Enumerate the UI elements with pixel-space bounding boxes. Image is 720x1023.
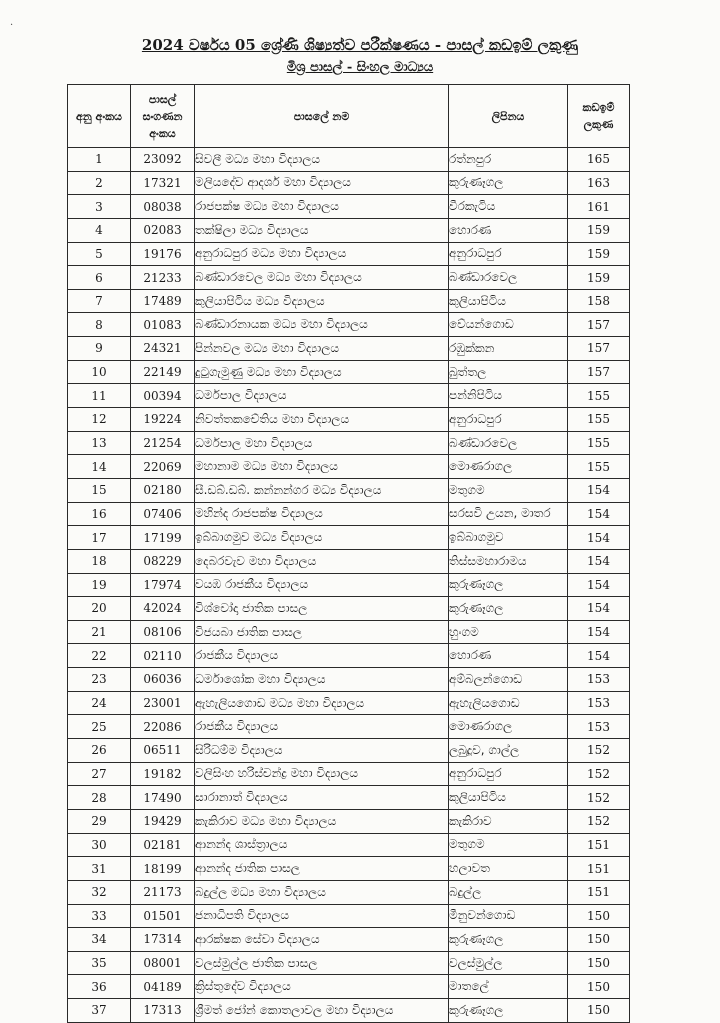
cutoff-marks-cell: 153 <box>568 668 630 692</box>
serial-no-cell: 25 <box>68 715 131 739</box>
school-code-cell: 08229 <box>131 549 195 573</box>
serial-no-cell: 5 <box>68 242 131 266</box>
cutoff-marks-cell: 151 <box>568 857 630 881</box>
table-row <box>68 762 630 786</box>
address-cell: කැකිරාව <box>449 809 568 833</box>
serial-no-cell: 21 <box>68 620 131 644</box>
school-name-cell: නිවත්තකචේතිය මහා විද්‍යාලය <box>195 408 449 432</box>
school-name-cell: ශ්‍රීමත් ජෝන් කොතලාවල මහා විද්‍යාලය <box>195 999 449 1023</box>
table-row <box>68 148 630 172</box>
address-cell: සරසවි උයන, මාතර <box>449 502 568 526</box>
serial-no-cell: 7 <box>68 289 131 313</box>
school-name-cell: බණ්ඩාරනායක මධ්‍ය මහා විද්‍යාලය <box>195 313 449 337</box>
school-name-cell: සිරිධම්ම විද්‍යාලය <box>195 739 449 763</box>
document-title: 2024 වර්ෂය 05 ශ්‍රේණි ශිෂ්‍යත්ව පරීක්ෂණය - පාසල් කඩඉම් ලකුණු <box>141 36 579 54</box>
cutoff-marks-cell: 157 <box>568 337 630 361</box>
address-cell: කුරුණෑගල <box>449 999 568 1023</box>
cutoff-marks-cell: 159 <box>568 242 630 266</box>
cutoff-marks-cell: 154 <box>568 573 630 597</box>
table-row <box>68 573 630 597</box>
address-cell: ලබුදූව, ගාල්ල <box>449 739 568 763</box>
serial-no-cell: 34 <box>68 928 131 952</box>
address-cell: බණ්ඩාරවෙල <box>449 431 568 455</box>
school-code-cell: 19182 <box>131 762 195 786</box>
cutoff-marks-cell: 165 <box>568 148 630 172</box>
address-cell: මොණරාගල <box>449 715 568 739</box>
school-name-cell: සාරානාත් විද්‍යාලය <box>195 786 449 810</box>
school-code-cell: 01501 <box>131 904 195 928</box>
table-row <box>68 975 630 999</box>
school-name-cell: වලිසිංහ හරිස්චන්ද්‍ර මහා විද්‍යාලය <box>195 762 449 786</box>
serial-no-cell: 16 <box>68 502 131 526</box>
serial-no-cell: 8 <box>68 313 131 337</box>
address-cell: හලාවත <box>449 857 568 881</box>
school-name-cell: දෙබරවැව මහා විද්‍යාලය <box>195 549 449 573</box>
school-name-cell: විජයබා ජාතික පාසල <box>195 620 449 644</box>
cutoff-marks-cell: 152 <box>568 786 630 810</box>
school-name-cell: ඉබ්බාගමුව මධ්‍ය විද්‍යාලය <box>195 526 449 550</box>
serial-no-cell: 37 <box>68 999 131 1023</box>
school-code-cell: 01083 <box>131 313 195 337</box>
serial-no-cell: 32 <box>68 880 131 904</box>
school-code-cell: 42024 <box>131 597 195 621</box>
address-cell: හුංගම <box>449 620 568 644</box>
school-code-cell: 02110 <box>131 644 195 668</box>
address-cell: වලස්මුල්ල <box>449 951 568 975</box>
serial-no-cell: 36 <box>68 975 131 999</box>
cutoff-marks-cell: 163 <box>568 171 630 195</box>
cutoff-marks-cell: 152 <box>568 762 630 786</box>
address-cell: හොරණ <box>449 218 568 242</box>
cutoff-marks-cell: 154 <box>568 526 630 550</box>
school-code-cell: 19429 <box>131 809 195 833</box>
table-row <box>68 431 630 455</box>
cutoff-marks-cell: 157 <box>568 313 630 337</box>
cutoff-marks-cell: 154 <box>568 549 630 573</box>
serial-no-cell: 31 <box>68 857 131 881</box>
table-row <box>68 526 630 550</box>
cutoff-marks-cell: 155 <box>568 408 630 432</box>
serial-no-cell: 2 <box>68 171 131 195</box>
school-code-cell: 02180 <box>131 478 195 502</box>
address-cell: අනුරාධපුර <box>449 242 568 266</box>
school-code-cell: 24321 <box>131 337 195 361</box>
cutoff-marks-cell: 154 <box>568 620 630 644</box>
school-name-cell: පින්නවල මධ්‍ය මහා විද්‍යාලය <box>195 337 449 361</box>
address-cell: කුරුණෑගල <box>449 573 568 597</box>
cutoff-marks-cell: 158 <box>568 289 630 313</box>
school-name-cell: විශ්වෝදා ජාතික පාසල <box>195 597 449 621</box>
school-code-cell: 21233 <box>131 266 195 290</box>
col-header-address: ලිපිනය <box>449 85 568 148</box>
table-row <box>68 833 630 857</box>
school-name-cell: ආනන්ද ශාස්ත්‍රාලය <box>195 833 449 857</box>
address-cell: රඹුක්කන <box>449 337 568 361</box>
serial-no-cell: 12 <box>68 408 131 432</box>
cutoff-marks-cell: 155 <box>568 431 630 455</box>
address-cell: කුරුණෑගල <box>449 928 568 952</box>
table-row <box>68 904 630 928</box>
cutoff-marks-cell: 154 <box>568 502 630 526</box>
school-name-cell: ආරක්ෂක සේවා විද්‍යාලය <box>195 928 449 952</box>
address-cell: බදුල්ල <box>449 880 568 904</box>
school-code-cell: 22069 <box>131 455 195 479</box>
school-code-cell: 23001 <box>131 691 195 715</box>
school-code-cell: 17313 <box>131 999 195 1023</box>
table-row <box>68 478 630 502</box>
cutoff-marks-cell: 152 <box>568 809 630 833</box>
serial-no-cell: 14 <box>68 455 131 479</box>
school-name-cell: ක්‍රිස්තුදේව විද්‍යාලය <box>195 975 449 999</box>
table-row <box>68 549 630 573</box>
school-name-cell: වලස්මුල්ල ජාතික පාසල <box>195 951 449 975</box>
school-code-cell: 22149 <box>131 360 195 384</box>
serial-no-cell: 19 <box>68 573 131 597</box>
cutoff-marks-cell: 155 <box>568 455 630 479</box>
school-code-cell: 17314 <box>131 928 195 952</box>
school-name-cell: රාජකීය විද්‍යාලය <box>195 715 449 739</box>
school-code-cell: 19176 <box>131 242 195 266</box>
address-cell: මීනුවන්ගොඩ <box>449 904 568 928</box>
address-cell: පන්නිපිටිය <box>449 384 568 408</box>
table-row <box>68 786 630 810</box>
table-row <box>68 360 630 384</box>
serial-no-cell: 22 <box>68 644 131 668</box>
serial-no-cell: 10 <box>68 360 131 384</box>
school-code-cell: 02083 <box>131 218 195 242</box>
serial-no-cell: 27 <box>68 762 131 786</box>
serial-no-cell: 15 <box>68 478 131 502</box>
table-row <box>68 218 630 242</box>
school-code-cell: 08038 <box>131 195 195 219</box>
serial-no-cell: 30 <box>68 833 131 857</box>
school-code-cell: 17489 <box>131 289 195 313</box>
table-row <box>68 880 630 904</box>
school-code-cell: 06511 <box>131 739 195 763</box>
serial-no-cell: 18 <box>68 549 131 573</box>
address-cell: කුරුණෑගල <box>449 597 568 621</box>
table-header-row <box>68 85 630 148</box>
cutoff-marks-cell: 161 <box>568 195 630 219</box>
school-name-cell: සී.ඩබ්.ඩබ්. කන්නන්ගර මධ්‍ය විද්‍යාලය <box>195 478 449 502</box>
col-header-serial-no: අනු අංකය <box>68 85 131 148</box>
cutoff-marks-cell: 157 <box>568 360 630 384</box>
school-name-cell: දුටුගැමුණු මධ්‍ය මහා විද්‍යාලය <box>195 360 449 384</box>
table-row <box>68 928 630 952</box>
table-row <box>68 644 630 668</box>
table-row <box>68 739 630 763</box>
school-code-cell: 08106 <box>131 620 195 644</box>
school-code-cell: 19224 <box>131 408 195 432</box>
address-cell: තිස්සමහාරාමය <box>449 549 568 573</box>
serial-no-cell: 17 <box>68 526 131 550</box>
address-cell: කුලියාපිටිය <box>449 289 568 313</box>
table-row <box>68 337 630 361</box>
table-row <box>68 597 630 621</box>
col-header-cutoff-marks: කඩඉම් ලකුණ <box>568 85 630 148</box>
school-name-cell: ඇහැලියගොඩ මධ්‍ය මහා විද්‍යාලය <box>195 691 449 715</box>
address-cell: වීරකැටිය <box>449 195 568 219</box>
address-cell: මොණරාගල <box>449 455 568 479</box>
school-name-cell: සිවලී මධ්‍ය මහා විද්‍යාලය <box>195 148 449 172</box>
table-row <box>68 951 630 975</box>
table-row <box>68 384 630 408</box>
cutoff-marks-cell: 153 <box>568 715 630 739</box>
school-code-cell: 22086 <box>131 715 195 739</box>
table-row <box>68 715 630 739</box>
table-body <box>68 148 630 1023</box>
address-cell: රත්නපුර <box>449 148 568 172</box>
address-cell: බණ්ඩාරවෙල <box>449 266 568 290</box>
school-code-cell: 02181 <box>131 833 195 857</box>
serial-no-cell: 20 <box>68 597 131 621</box>
address-cell: කුරුණෑගල <box>449 171 568 195</box>
table-row <box>68 691 630 715</box>
cutoff-marks-cell: 151 <box>568 880 630 904</box>
school-code-cell: 17974 <box>131 573 195 597</box>
school-name-cell: ධර්මපාල විද්‍යාලය <box>195 384 449 408</box>
school-name-cell: ආනන්ද ජාතික පාසල <box>195 857 449 881</box>
cutoff-marks-cell: 150 <box>568 904 630 928</box>
stray-mark: · <box>10 20 14 31</box>
serial-no-cell: 4 <box>68 218 131 242</box>
address-cell: ඉබ්බාගමුව <box>449 526 568 550</box>
cutoff-marks-cell: 159 <box>568 266 630 290</box>
table-row <box>68 266 630 290</box>
address-cell: මාතලේ <box>449 975 568 999</box>
serial-no-cell: 33 <box>68 904 131 928</box>
school-name-cell: බණ්ඩාරවෙල මධ්‍ය මහා විද්‍යාලය <box>195 266 449 290</box>
table-row <box>68 408 630 432</box>
table-row <box>68 242 630 266</box>
school-code-cell: 06036 <box>131 668 195 692</box>
col-header-school-name: පාසලේ නම <box>195 85 449 148</box>
address-cell: අනුරාධපුර <box>449 408 568 432</box>
table-row <box>68 999 630 1023</box>
serial-no-cell: 23 <box>68 668 131 692</box>
address-cell: මතුගම <box>449 478 568 502</box>
table-row <box>68 289 630 313</box>
cutoff-marks-cell: 155 <box>568 384 630 408</box>
cutoff-marks-cell: 153 <box>568 691 630 715</box>
school-code-cell: 18199 <box>131 857 195 881</box>
address-cell: වේයන්ගොඩ <box>449 313 568 337</box>
school-code-cell: 07406 <box>131 502 195 526</box>
school-name-cell: කැකිරාව මධ්‍ය මහා විද්‍යාලය <box>195 809 449 833</box>
cutoff-marks-table <box>67 84 630 1023</box>
school-name-cell: මහින්ද රාජපක්ෂ විද්‍යාලය <box>195 502 449 526</box>
serial-no-cell: 3 <box>68 195 131 219</box>
table-row <box>68 809 630 833</box>
school-code-cell: 00394 <box>131 384 195 408</box>
serial-no-cell: 29 <box>68 809 131 833</box>
school-name-cell: ධර්මපාල මහා විද්‍යාලය <box>195 431 449 455</box>
cutoff-marks-cell: 150 <box>568 951 630 975</box>
table-row <box>68 620 630 644</box>
school-name-cell: රාජකීය විද්‍යාලය <box>195 644 449 668</box>
school-name-cell: මලියදේව ආදර්ශ මහා විද්‍යාලය <box>195 171 449 195</box>
school-code-cell: 17321 <box>131 171 195 195</box>
cutoff-marks-cell: 150 <box>568 975 630 999</box>
school-code-cell: 17490 <box>131 786 195 810</box>
serial-no-cell: 1 <box>68 148 131 172</box>
address-cell: අම්බලන්ගොඩ <box>449 668 568 692</box>
table-row <box>68 857 630 881</box>
table-row <box>68 455 630 479</box>
school-name-cell: අනුරාධපුර මධ්‍ය මහා විද්‍යාලය <box>195 242 449 266</box>
address-cell: ඇහැලියගොඩ <box>449 691 568 715</box>
address-cell: බුත්තල <box>449 360 568 384</box>
school-code-cell: 04189 <box>131 975 195 999</box>
address-cell: අනුරාධපුර <box>449 762 568 786</box>
cutoff-marks-cell: 154 <box>568 644 630 668</box>
cutoff-marks-cell: 150 <box>568 928 630 952</box>
serial-no-cell: 13 <box>68 431 131 455</box>
cutoff-marks-cell: 152 <box>568 739 630 763</box>
school-code-cell: 21254 <box>131 431 195 455</box>
table-row <box>68 171 630 195</box>
cutoff-marks-cell: 154 <box>568 597 630 621</box>
cutoff-marks-cell: 150 <box>568 999 630 1023</box>
school-name-cell: වයඹ රාජකීය විද්‍යාලය <box>195 573 449 597</box>
table-row <box>68 195 630 219</box>
serial-no-cell: 9 <box>68 337 131 361</box>
cutoff-marks-cell: 154 <box>568 478 630 502</box>
serial-no-cell: 6 <box>68 266 131 290</box>
serial-no-cell: 24 <box>68 691 131 715</box>
school-name-cell: ධර්මාශෝක මහා විද්‍යාලය <box>195 668 449 692</box>
col-header-school-code: පාසල් සංගණන අංකය <box>131 85 195 148</box>
serial-no-cell: 35 <box>68 951 131 975</box>
document-subtitle: මිශ්‍ර පාසල් - සිංහල මාධ්‍යය <box>286 60 434 75</box>
cutoff-marks-cell: 151 <box>568 833 630 857</box>
table-row <box>68 502 630 526</box>
school-code-cell: 21173 <box>131 880 195 904</box>
serial-no-cell: 28 <box>68 786 131 810</box>
school-name-cell: කුලියාපිටිය මධ්‍ය විද්‍යාලය <box>195 289 449 313</box>
address-cell: මතුගම <box>449 833 568 857</box>
school-name-cell: බදුල්ල මධ්‍ය මහා විද්‍යාලය <box>195 880 449 904</box>
school-code-cell: 17199 <box>131 526 195 550</box>
table-row <box>68 313 630 337</box>
school-name-cell: තක්ෂිලා මධ්‍ය විද්‍යාලය <box>195 218 449 242</box>
table-row <box>68 668 630 692</box>
school-code-cell: 08001 <box>131 951 195 975</box>
serial-no-cell: 11 <box>68 384 131 408</box>
school-name-cell: රාජපක්ෂ මධ්‍ය මහා විද්‍යාලය <box>195 195 449 219</box>
school-code-cell: 23092 <box>131 148 195 172</box>
school-name-cell: ජනාධිපති විද්‍යාලය <box>195 904 449 928</box>
serial-no-cell: 26 <box>68 739 131 763</box>
cutoff-marks-cell: 159 <box>568 218 630 242</box>
school-name-cell: මහානාම මධ්‍ය මහා විද්‍යාලය <box>195 455 449 479</box>
address-cell: හොරණ <box>449 644 568 668</box>
address-cell: කුලියාපිටිය <box>449 786 568 810</box>
